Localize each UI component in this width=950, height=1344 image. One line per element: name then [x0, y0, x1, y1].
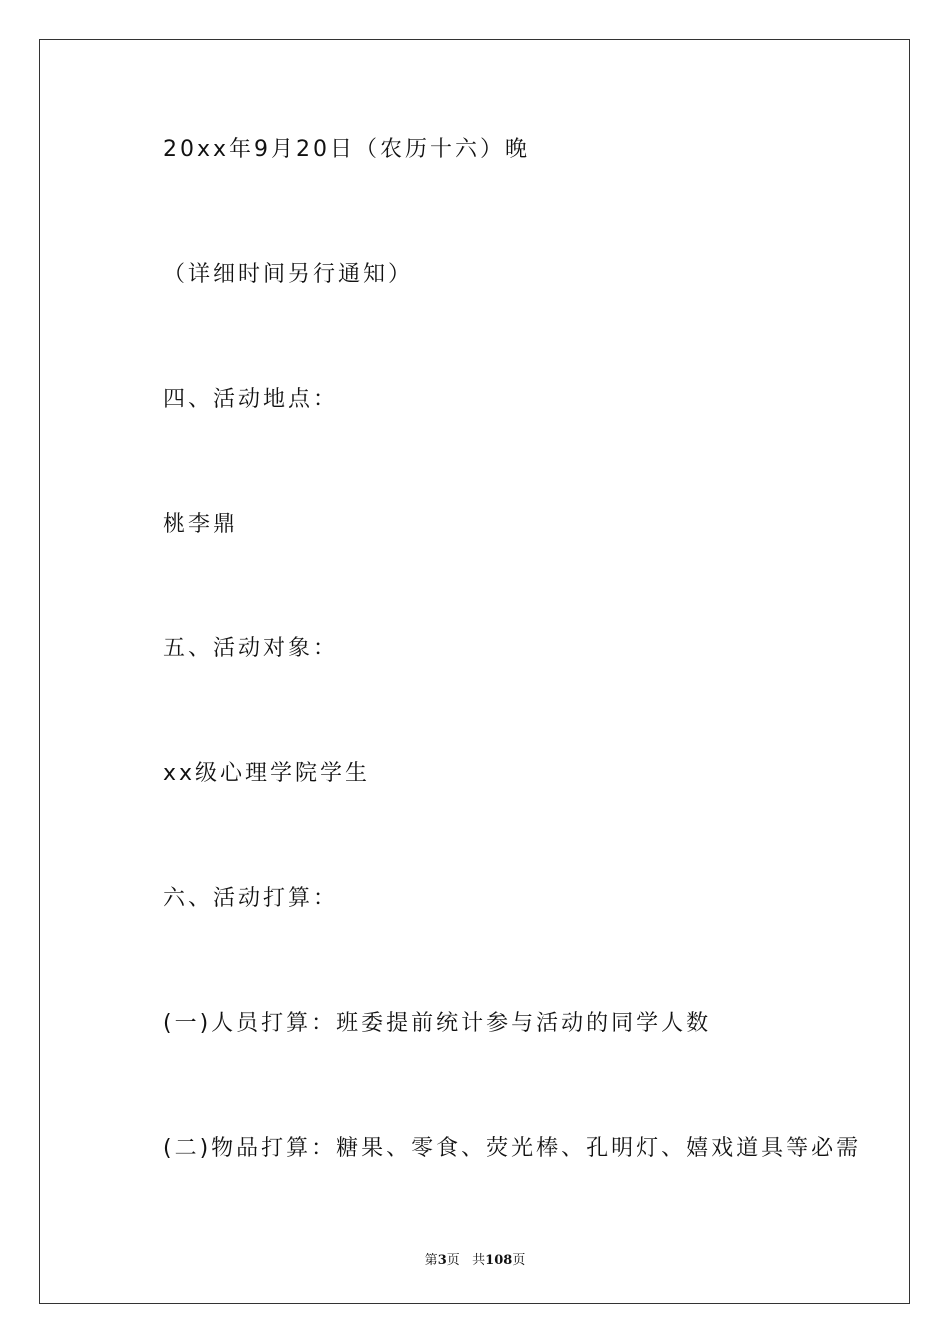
- page-prefix: 第: [424, 1253, 438, 1268]
- page-border: [39, 39, 910, 1304]
- section-heading-location: 四、活动地点：: [163, 387, 339, 412]
- page-number: 3: [437, 1253, 447, 1268]
- preparation-supplies: (二)物品打算：糖果、零食、荧光棒、孔明灯、嬉戏道具等必需: [163, 1136, 862, 1161]
- date-line: 20xx年9月20日（农历十六）晚: [163, 137, 531, 162]
- page-footer: [0, 1249, 950, 1268]
- section-heading-preparation: 六、活动打算：: [163, 886, 339, 911]
- preparation-personnel: (一)人员打算：班委提前统计参与活动的同学人数: [163, 1011, 712, 1036]
- page-suffix: 页: [446, 1253, 460, 1268]
- time-note: （详细时间另行通知）: [163, 262, 414, 287]
- total-prefix: 共: [472, 1253, 486, 1268]
- location-value: 桃李鼎: [163, 512, 239, 537]
- audience-value: xx级心理学院学生: [163, 761, 371, 786]
- section-heading-audience: 五、活动对象：: [163, 636, 339, 661]
- total-suffix: 页: [512, 1253, 526, 1268]
- total-pages: 108: [485, 1253, 513, 1268]
